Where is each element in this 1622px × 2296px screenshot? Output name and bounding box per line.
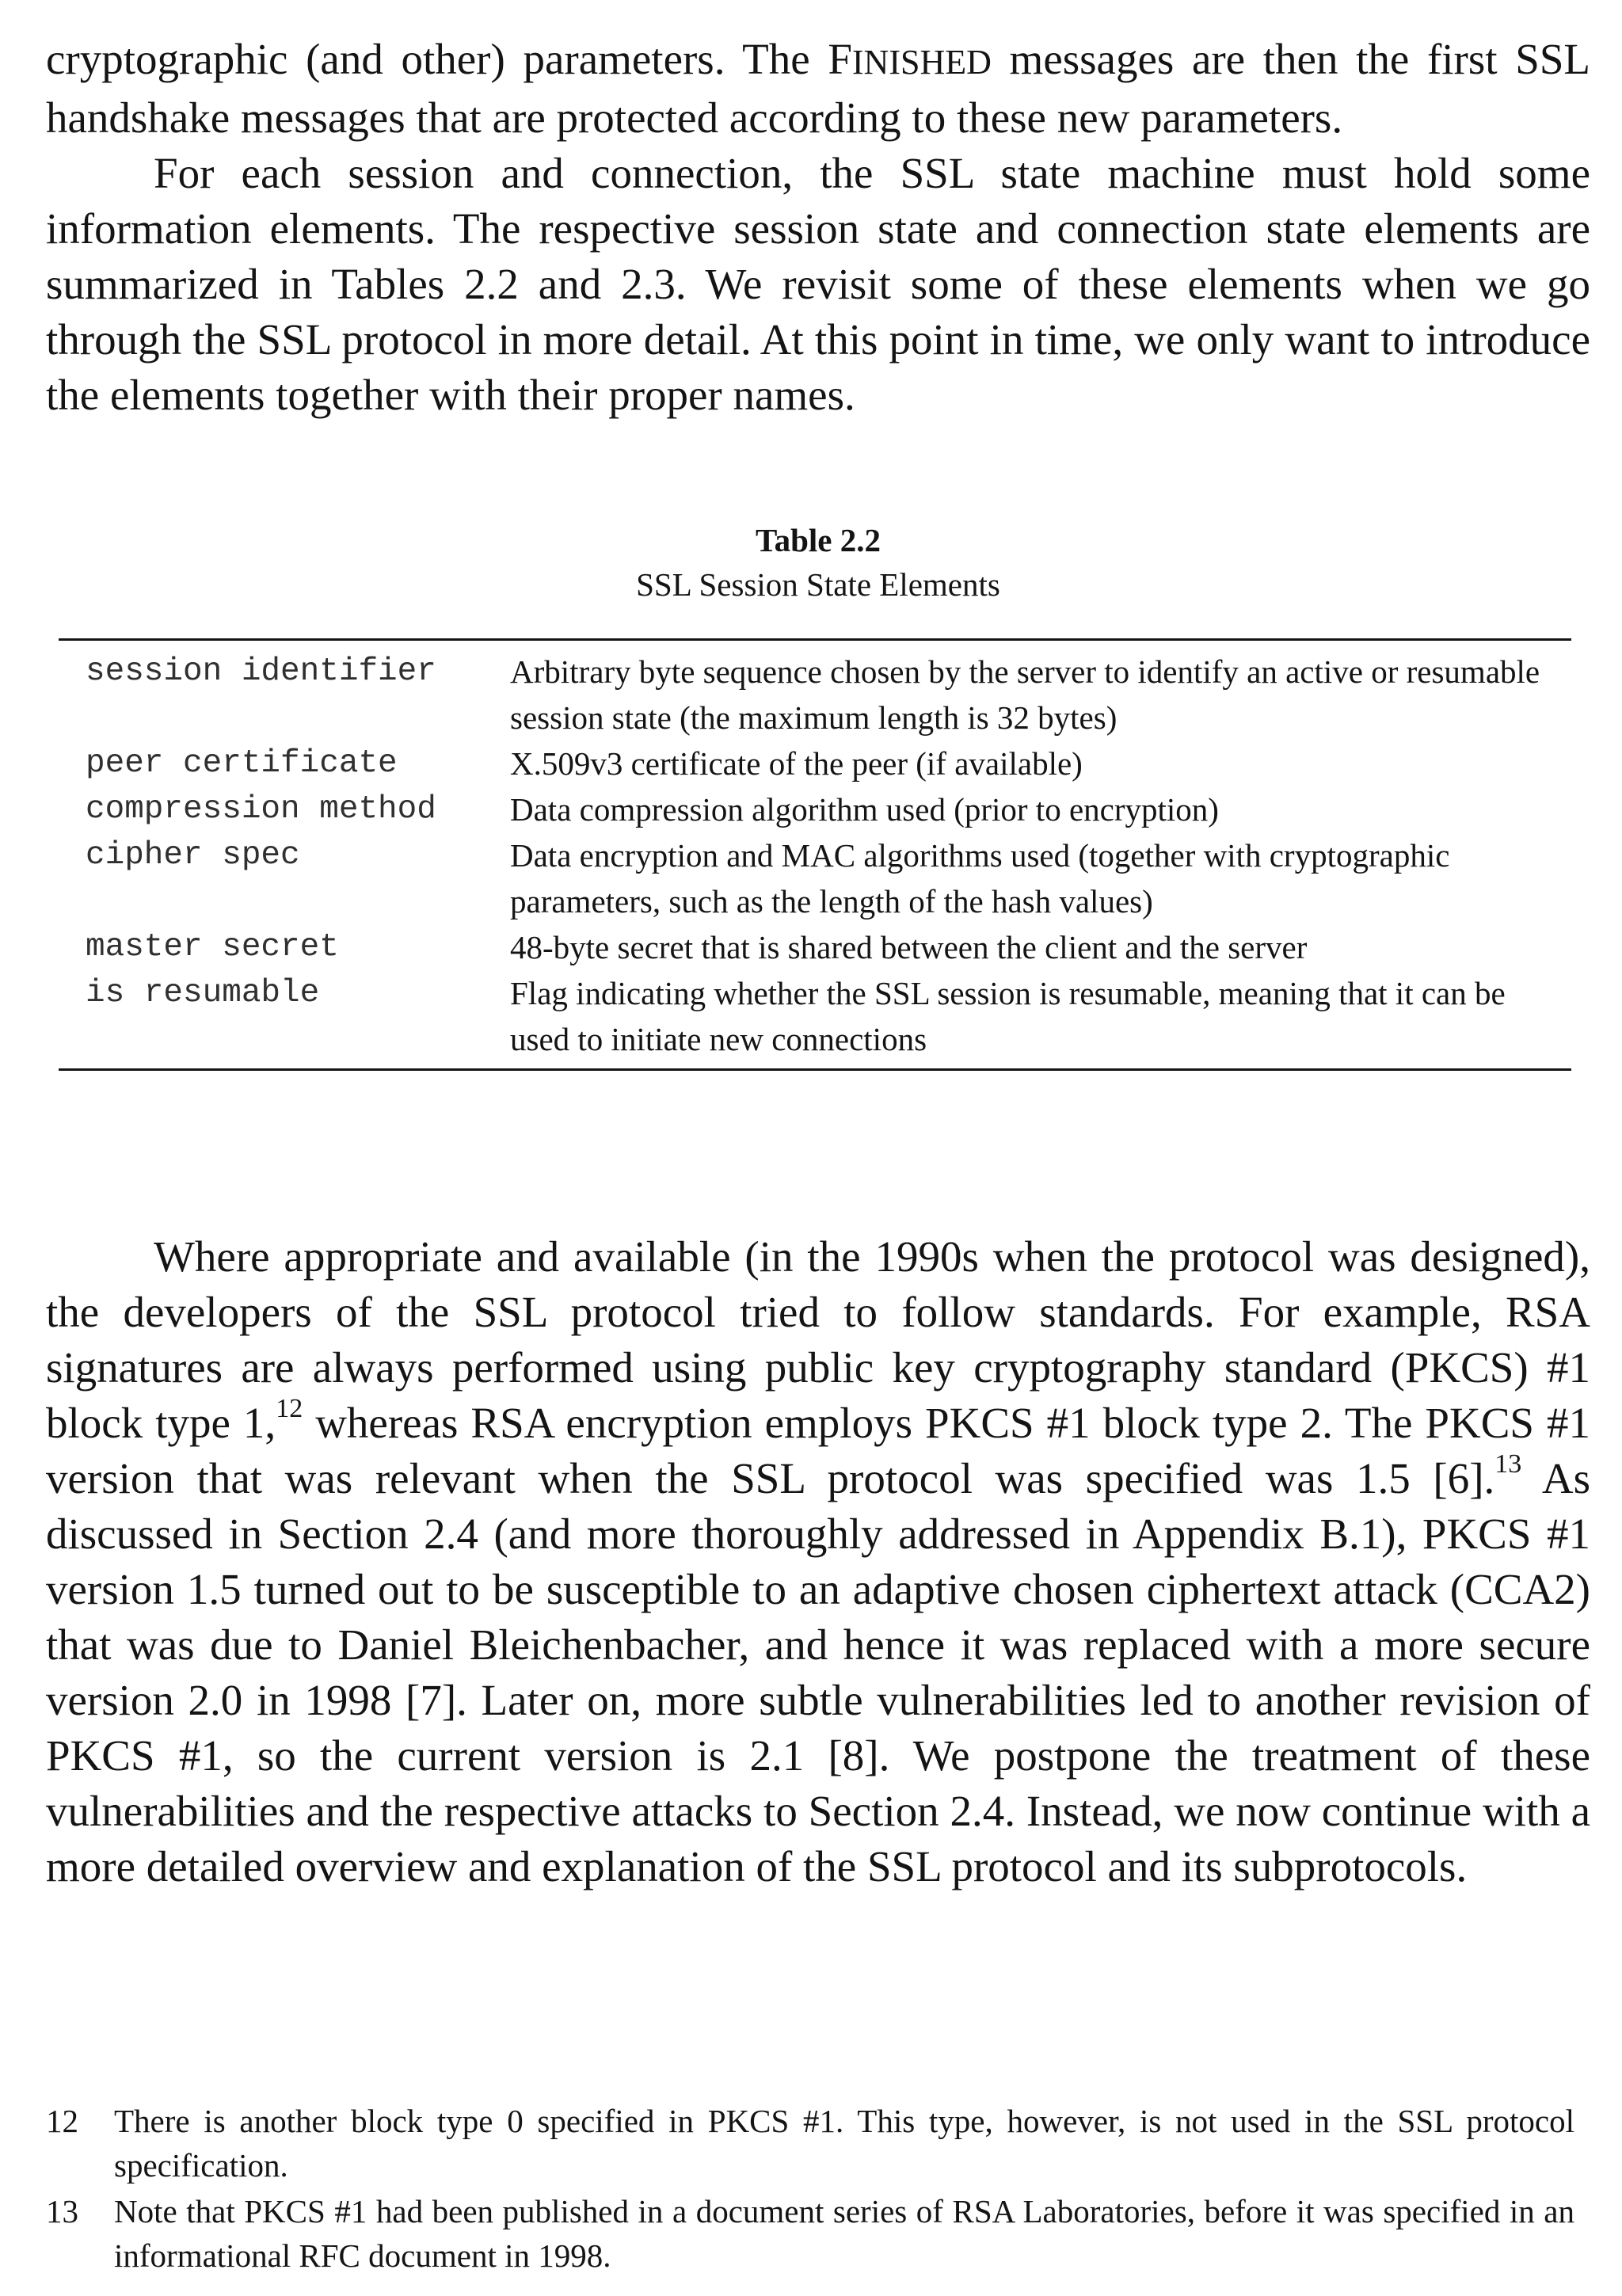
table-term: session identifier [86, 653, 436, 690]
paragraph-3-text-c: As discussed in Section 2.4 (and more thoroughly addressed in Appendix B.1), PKCS #1 version 1.5 turned out to be susceptible to an adaptive chosen ciphertext attack (CCA2) that was due to Daniel Bleichenbacher, and hence it was replaced with a more secure version 2.0 in 1998 [7]. Later on, more subtle vulnerabilities led to another revision of PKCS #1, so the current version is 2.1 [8]. We postpone the treatment of these vulnerabilities and the respective attacks to Section 2.4. Instead, we now continue with a more detailed overview and explanation of the SSL protocol and its subprotocols. [46, 1454, 1590, 1890]
table-row [59, 924, 1571, 970]
footnote-12 [46, 2099, 1574, 2187]
footnote-ref-13[interactable]: 13 [1494, 1449, 1522, 1479]
table-row [59, 649, 1571, 741]
table-label: Table 2.2 [756, 522, 881, 558]
paragraph-3 [46, 1229, 1590, 1894]
footnotes [46, 2099, 1574, 2279]
table-row [59, 786, 1571, 832]
page-body [46, 32, 1590, 1894]
paragraph-3-text-a: Where appropriate and available (in the 1990s when the protocol was designed), the developers of the SSL protocol tried to follow standards. For example, RSA signatures are always performed using public key cryptography standard (PKCS) #1 block type 1, [46, 1232, 1590, 1447]
table-term: peer certificate [86, 745, 398, 782]
table-caption [46, 518, 1590, 607]
table-term: cipher spec [86, 837, 300, 874]
paragraph-1 [46, 32, 1590, 146]
table-term: compression method [86, 791, 436, 828]
table-definition: X.509v3 certificate of the peer (if available) [510, 745, 1083, 782]
footnote-ref-12[interactable]: 12 [276, 1394, 303, 1423]
footnote-text: Note that PKCS #1 had been published in a document series of RSA Laboratories, before it was specified in an informational RFC document in 1998. [114, 2193, 1574, 2274]
paragraph-2: For each session and connection, the SSL state machine must hold some information elements. The respective session state and connection state elements are summarized in Tables 2.2 and 2.3. We revisit some of these elements when we go through the SSL protocol in more detail. At this point in time, we only want to introduce the elements together with their proper names. [46, 149, 1590, 419]
footnote-text: There is another block type 0 specified in PKCS #1. This type, however, is not used in the SSL protocol specification. [114, 2103, 1574, 2184]
table-title: SSL Session State Elements [636, 566, 1000, 603]
table-definition: 48-byte secret that is shared between the client and the server [510, 929, 1308, 965]
spacer [46, 1071, 1590, 1229]
footnote-number: 13 [46, 2193, 78, 2229]
paragraph-1-text-end: messages are then the first SSL handshake messages that are protected according to these new parameters. [46, 35, 1590, 142]
table-definition: Data compression algorithm used (prior to encryption) [510, 791, 1219, 828]
table-term: is resumable [86, 975, 320, 1011]
table-definition: Flag indicating whether the SSL session is resumable, meaning that it can be used to initiate new connections [510, 975, 1506, 1057]
table-definition: Data encryption and MAC algorithms used (together with cryptographic parameters, such as the length of the hash values) [510, 837, 1450, 920]
table-row [59, 741, 1571, 786]
paragraph-3-text-b: whereas RSA encryption employs PKCS #1 block type 2. The PKCS #1 version that was relevant when the SSL protocol was specified was 1.5 [6]. [46, 1399, 1590, 1502]
session-state-table [59, 638, 1571, 1071]
paragraph-1-text-start: cryptographic (and other) parameters. The [46, 35, 828, 83]
table-row [59, 970, 1571, 1062]
finished-smallcaps-first: F [828, 35, 852, 83]
footnote-number: 12 [46, 2103, 78, 2139]
table-term: master secret [86, 929, 339, 965]
table-row [59, 832, 1571, 924]
footnote-13 [46, 2189, 1574, 2278]
finished-smallcaps-rest: INISHED [851, 43, 992, 82]
table-definition: Arbitrary byte sequence chosen by the server to identify an active or resumable session state (the maximum length is 32 bytes) [510, 653, 1540, 736]
